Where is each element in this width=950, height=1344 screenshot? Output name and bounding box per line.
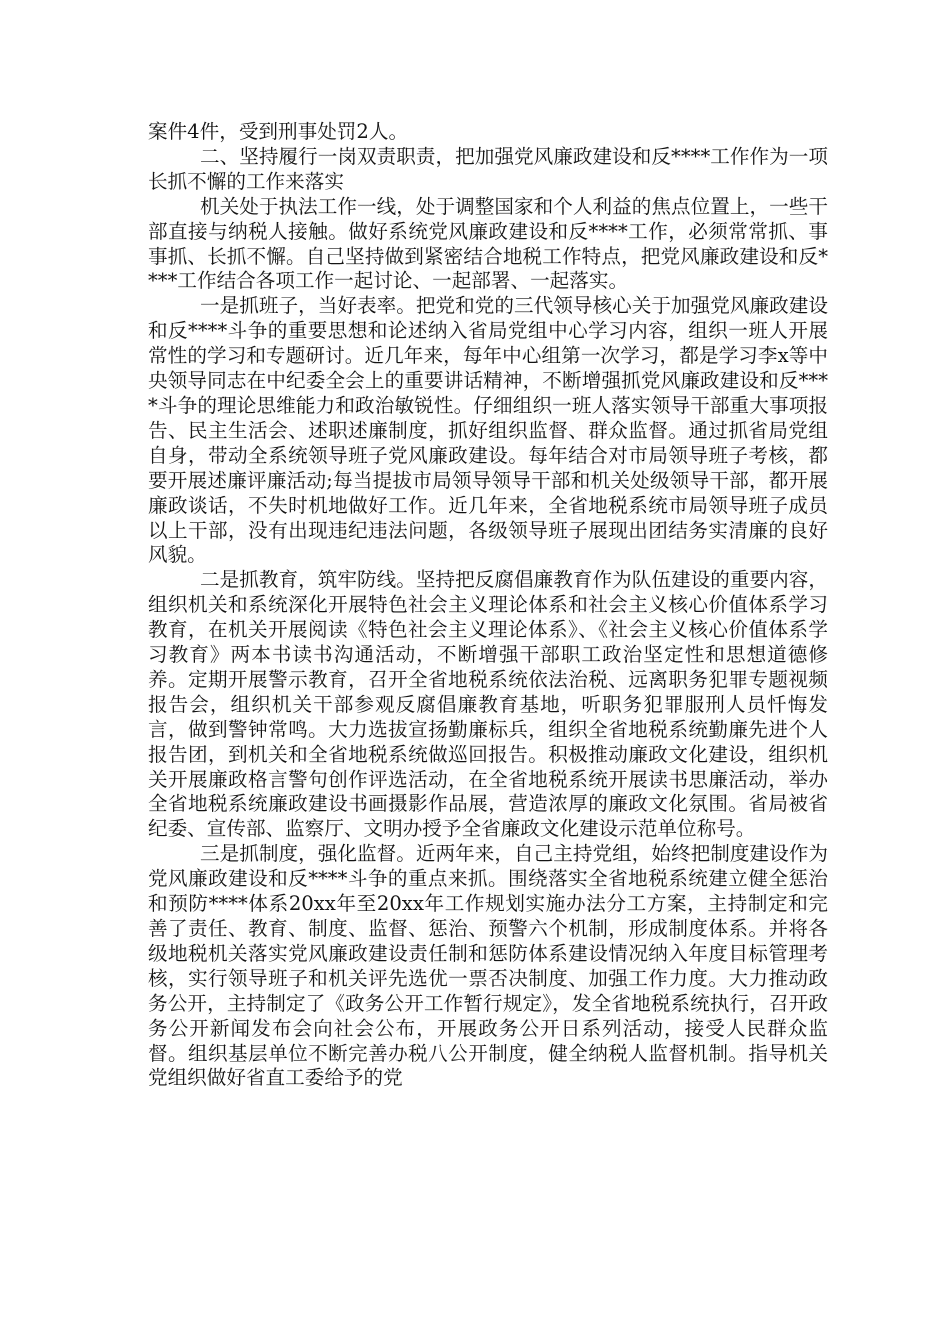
paragraph-leadership-team: 一是抓班子，当好表率。把党和党的三代领导核心关于加强党风廉政建设和反****斗争的重要思想和论述纳入省局党组中心学习内容，组织一班人开展常性的学习和专题研讨。近几年来，每年中心组第一次学习，都是学习李x等中央领导同志在中纪委全会上的重要讲话精神，不断增强抓党风廉政建设和反****斗争的理论思维能力和政治敏锐性。仔细组织一班人落实领导干部重大事项报告、民主生活会、述职述廉制度，抓好组织监督、群众监督。通过抓省局党组自身，带动全系统领导班子党风廉政建设。每年结合对市局领导班子考核，都要开展述廉评廉活动;每当提拔市局领导领导干部和机关处级领导干部，都开展廉政谈话，不失时机地做好工作。近几年来，全省地税系统市局领导班子成员以上干部，没有出现违纪违法问题，各级领导班子展现出团结务实清廉的良好风貌。 bbox=[148, 294, 828, 567]
paragraph-section-two-heading: 二、坚持履行一岗双责职责，把加强党风廉政建设和反****工作作为一项长抓不懈的工作来落实 bbox=[148, 144, 828, 193]
paragraph-education: 二是抓教育，筑牢防线。坚持把反腐倡廉教育作为队伍建设的重要内容，组织机关和系统深化开展特色社会主义理论体系和社会主义核心价值体系学习教育，在机关开展阅读《特色社会主义理论体系》、《社会主义核心价值体系学习教育》两本书读书沟通活动，不断增强干部职工政治坚定性和思想道德修养。定期开展警示教育，召开全省地税系统依法治税、远离职务犯罪专题视频报告会，组织机关干部参观反腐倡廉教育基地，听职务犯罪服刑人员忏悔发言，做到警钟常鸣。大力选拔宣扬勤廉标兵，组织全省地税系统勤廉先进个人报告团，到机关和全省地税系统做巡回报告。积极推动廉政文化建设，组织机关开展廉政格言警句创作评选活动，在全省地税系统开展读书思廉活动，举办全省地税系统廉政建设书画摄影作品展，营造浓厚的廉政文化氛围。省局被省纪委、宣传部、监察厅、文明办授予全省廉政文化建设示范单位称号。 bbox=[148, 568, 828, 841]
paragraph-system-supervision: 三是抓制度，强化监督。近两年来，自己主持党组，始终把制度建设作为党风廉政建设和反****斗争的重点来抓。围绕落实全省地税系统建立健全惩治和预防****体系20xx年至20xx年工作规划实施办法分工方案，主持制定和完善了责任、教育、制度、监督、惩治、预警六个机制，形成制度体系。并将各级地税机关落实党风廉政建设责任制和惩防体系建设情况纳入年度目标管理考核，实行领导班子和机关评先选优一票否决制度、加强工作力度。大力推动政务公开，主持制定了《政务公开工作暂行规定》，发全省地税系统执行，召开政务公开新闻发布会向社会公布，开展政务公开日系列活动，接受人民群众监督。组织基层单位不断完善办税八公开制度，健全纳税人监督机制。指导机关党组织做好省直工委给予的党 bbox=[148, 842, 828, 1090]
document-body bbox=[148, 120, 828, 1091]
paragraph-case-summary: 案件4件，受到刑事处罚2人。 bbox=[148, 120, 409, 143]
paragraph-section-two-intro: 机关处于执法工作一线，处于调整国家和个人利益的焦点位置上，一些干部直接与纳税人接触。做好系统党风廉政建设和反****工作，必须常常抓、事事抓、长抓不懈。自己坚持做到紧密结合地税工作特点，把党风廉政建设和反****工作结合各项工作一起讨论、一起部署、一起落实。 bbox=[148, 194, 828, 293]
